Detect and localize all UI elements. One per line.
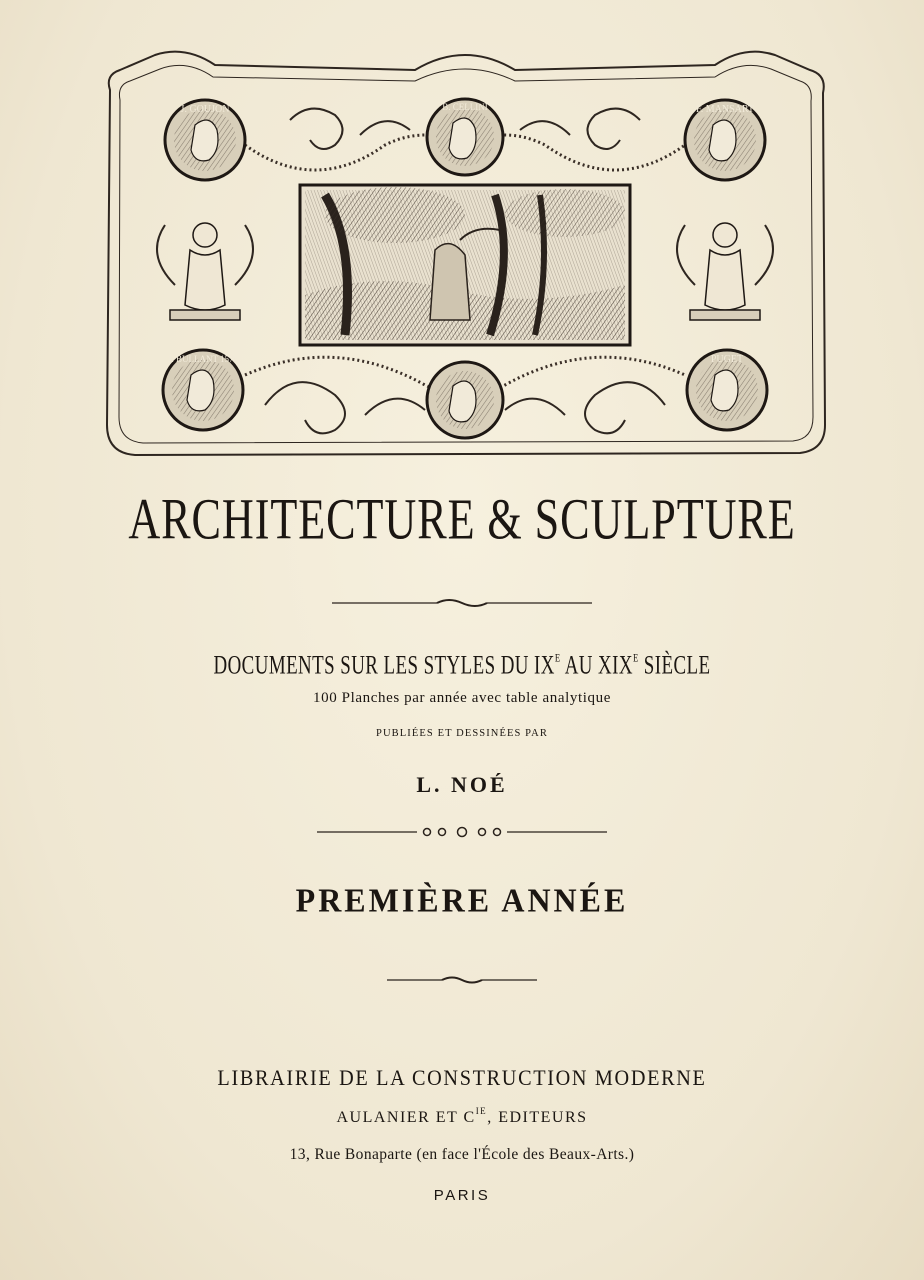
- cherub-right: [677, 223, 773, 320]
- cherub-left: [157, 223, 253, 320]
- ornamental-frontispiece: [95, 45, 835, 465]
- divider-ornament-3: [0, 975, 924, 985]
- author-name: L. NOÉ: [416, 772, 508, 797]
- medallion-label-mansart: F. MANSART: [695, 104, 755, 115]
- page-title: ARCHITECTURE & SCULPTURE: [128, 487, 796, 552]
- plates-line: 100 Planches par année avec table analytique: [313, 690, 611, 706]
- medallion-label-bullant: J. BULLANT 1578: [167, 354, 239, 364]
- medallion-center-bottom: [427, 362, 503, 438]
- publisher-address: 13, Rue Bonaparte (en face l'École des Beaux-Arts.): [289, 1146, 635, 1163]
- medallion-label-puget: PUGET: [710, 354, 744, 365]
- publisher-name: LIBRAIRIE DE LA CONSTRUCTION MODERNE: [217, 1065, 707, 1090]
- edition-title: PREMIÈRE ANNÉE: [295, 880, 629, 920]
- publisher-editors: AULANIER ET $C^{IE}$, EDITEURS: [336, 1106, 588, 1126]
- publisher-city: PARIS: [433, 1187, 491, 1204]
- medallion-label-cellini: B. CELLINI: [442, 102, 488, 112]
- divider-ornament-2: [0, 826, 924, 838]
- published-by-line: PUBLIÉES ET DESSINÉES PAR: [376, 728, 548, 739]
- subtitle: DOCUMENTS SUR LES STYLES DU $IX^E$ AU $XIX^E$ SIÈCLE: [213, 649, 711, 680]
- frontispiece-engraving: [95, 45, 835, 465]
- divider-ornament-1: [0, 598, 924, 608]
- medallion-label-goujon: J. GOUJON: [180, 104, 230, 115]
